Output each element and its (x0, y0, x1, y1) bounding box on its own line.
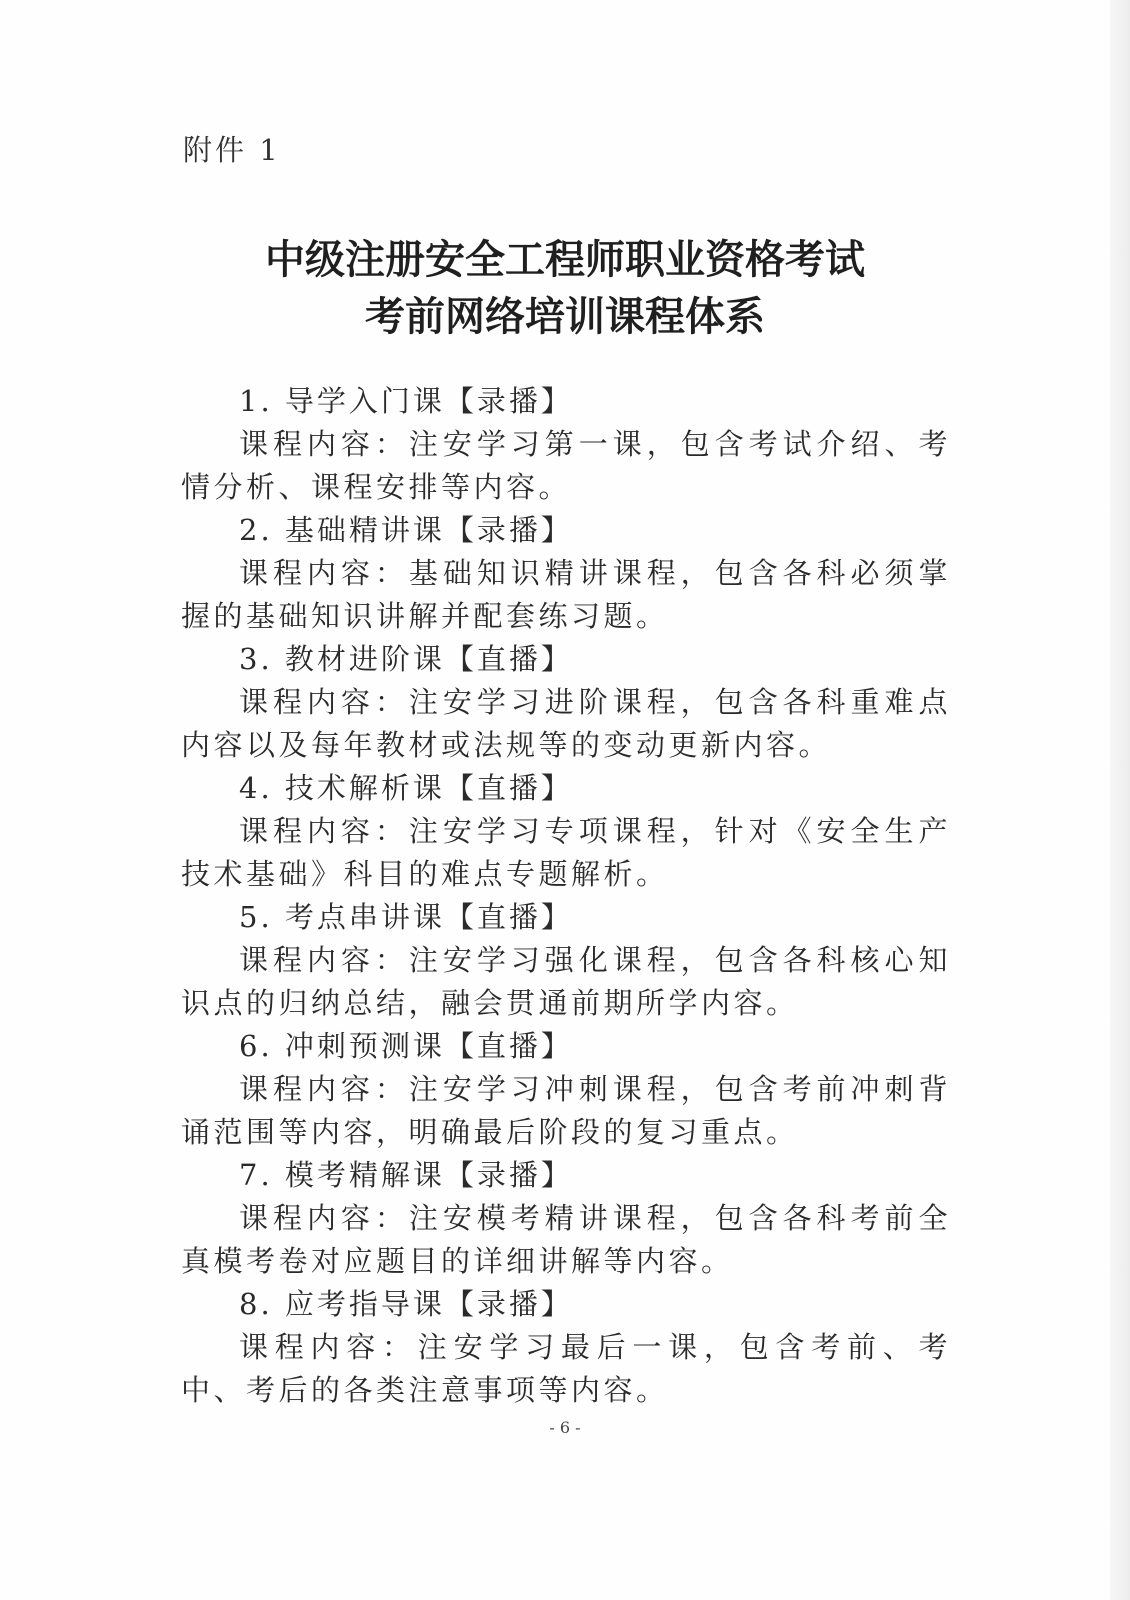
document-title-line-2: 考前网络培训课程体系 (365, 294, 765, 340)
course-section (181, 638, 951, 767)
attachment-label: 附件 1 (183, 133, 281, 167)
course-heading: 5. 考点串讲课【直播】 (239, 900, 573, 934)
course-content: 课程内容：基础知识精讲课程，包含各科必须掌握的基础知识讲解并配套练习题。 (181, 556, 951, 633)
course-heading: 1. 导学入门课【录播】 (239, 384, 573, 418)
document-title-line-1: 中级注册安全工程师职业资格考试 (265, 237, 865, 283)
course-content: 课程内容：注安模考精讲课程，包含各科考前全真模考卷对应题目的详细讲解等内容。 (181, 1201, 951, 1278)
course-content: 课程内容：注安学习第一课，包含考试介绍、考情分析、课程安排等内容。 (181, 427, 951, 504)
course-content: 课程内容：注安学习最后一课，包含考前、考中、考后的各类注意事项等内容。 (181, 1330, 951, 1407)
course-content: 课程内容：注安学习专项课程，针对《安全生产技术基础》科目的难点专题解析。 (181, 814, 951, 891)
course-heading: 6. 冲刺预测课【直播】 (239, 1029, 573, 1063)
course-content: 课程内容：注安学习强化课程，包含各科核心知识点的归纳总结，融会贯通前期所学内容。 (181, 943, 951, 1020)
course-heading: 3. 教材进阶课【直播】 (239, 642, 573, 676)
page-number: - 6 - (549, 1418, 581, 1437)
document-body (181, 380, 951, 1412)
course-section (181, 767, 951, 896)
course-section (181, 380, 951, 509)
course-heading: 7. 模考精解课【录播】 (239, 1158, 573, 1192)
course-content: 课程内容：注安学习进阶课程，包含各科重难点内容以及每年教材或法规等的变动更新内容。 (181, 685, 951, 762)
course-heading: 8. 应考指导课【录播】 (239, 1287, 573, 1321)
course-section (181, 1025, 951, 1154)
course-heading: 2. 基础精讲课【录播】 (239, 513, 573, 547)
course-section (181, 896, 951, 1025)
course-heading: 4. 技术解析课【直播】 (239, 771, 573, 805)
course-section (181, 1154, 951, 1283)
course-content: 课程内容：注安学习冲刺课程，包含考前冲刺背诵范围等内容，明确最后阶段的复习重点。 (181, 1072, 951, 1149)
course-section (181, 509, 951, 638)
course-section (181, 1283, 951, 1412)
